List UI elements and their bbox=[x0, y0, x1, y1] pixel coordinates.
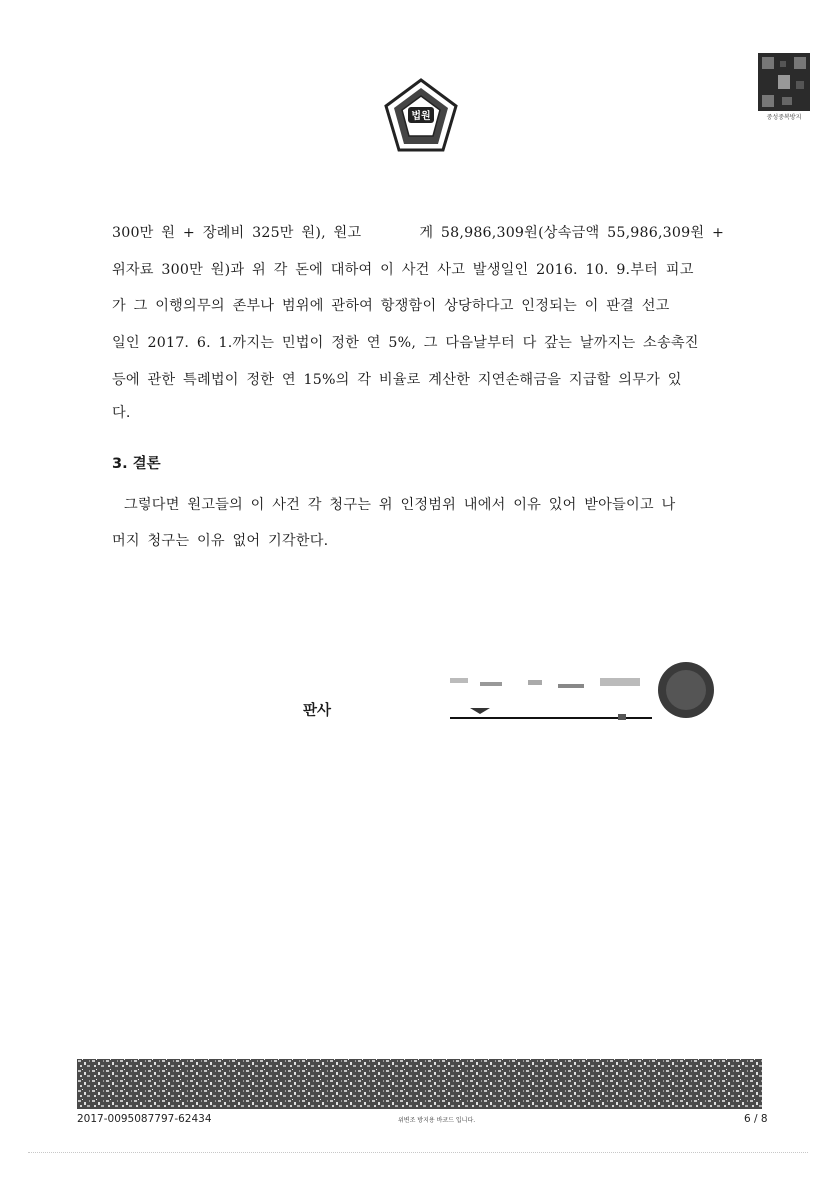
conclusion-line: 그렇다면 원고들의 이 사건 각 청구는 위 인정범위 내에서 이유 있어 받아들이고 나 bbox=[124, 497, 676, 513]
barcode-notice: 위변조 방지용 바코드 입니다. bbox=[398, 1117, 476, 1124]
emblem-text: 법원 bbox=[411, 111, 431, 122]
paragraph-line bbox=[112, 215, 737, 252]
paragraph-line-1a: 300만 원 + 장례비 325만 원), 원고 bbox=[112, 225, 362, 241]
judgment-paragraph bbox=[112, 215, 737, 428]
paragraph-line: 위자료 300만 원)과 위 각 돈에 대하여 이 사건 사고 발생일인 2016. 10. 9.부터 피고 bbox=[112, 261, 694, 278]
bottom-divider bbox=[28, 1152, 808, 1153]
page-number: 6 / 8 bbox=[744, 1113, 768, 1125]
conclusion-paragraph bbox=[112, 487, 737, 559]
qr-code bbox=[758, 53, 810, 111]
section-heading: 3. 결론 bbox=[112, 456, 161, 472]
document-number: 2017-0095087797-62434 bbox=[77, 1113, 212, 1125]
paragraph-line: 등에 관한 특례법이 정한 연 15%의 각 비율로 계산한 지연손해금을 지급할 의무가 있 bbox=[112, 371, 682, 388]
court-emblem-icon bbox=[384, 78, 458, 156]
judge-signature-seal bbox=[440, 660, 720, 730]
qr-caption: 중성중복방지 bbox=[766, 114, 802, 121]
paragraph-line-1b: 게 58,986,309원(상속금액 55,986,309원 + bbox=[419, 225, 725, 241]
conclusion-line: 머지 청구는 이유 없어 기각한다. bbox=[112, 533, 329, 549]
paragraph-line: 가 그 이행의무의 존부나 범위에 관하여 항쟁함이 상당하다고 인정되는 이 판결 선고 bbox=[112, 298, 670, 315]
paragraph-line: 일인 2017. 6. 1.까지는 민법이 정한 연 5%, 그 다음날부터 다 갚는 날까지는 소송촉진 bbox=[112, 335, 699, 352]
paragraph-line: 다. bbox=[112, 405, 131, 422]
anti-forgery-barcode bbox=[77, 1059, 762, 1109]
judge-label: 판사 bbox=[303, 703, 332, 719]
